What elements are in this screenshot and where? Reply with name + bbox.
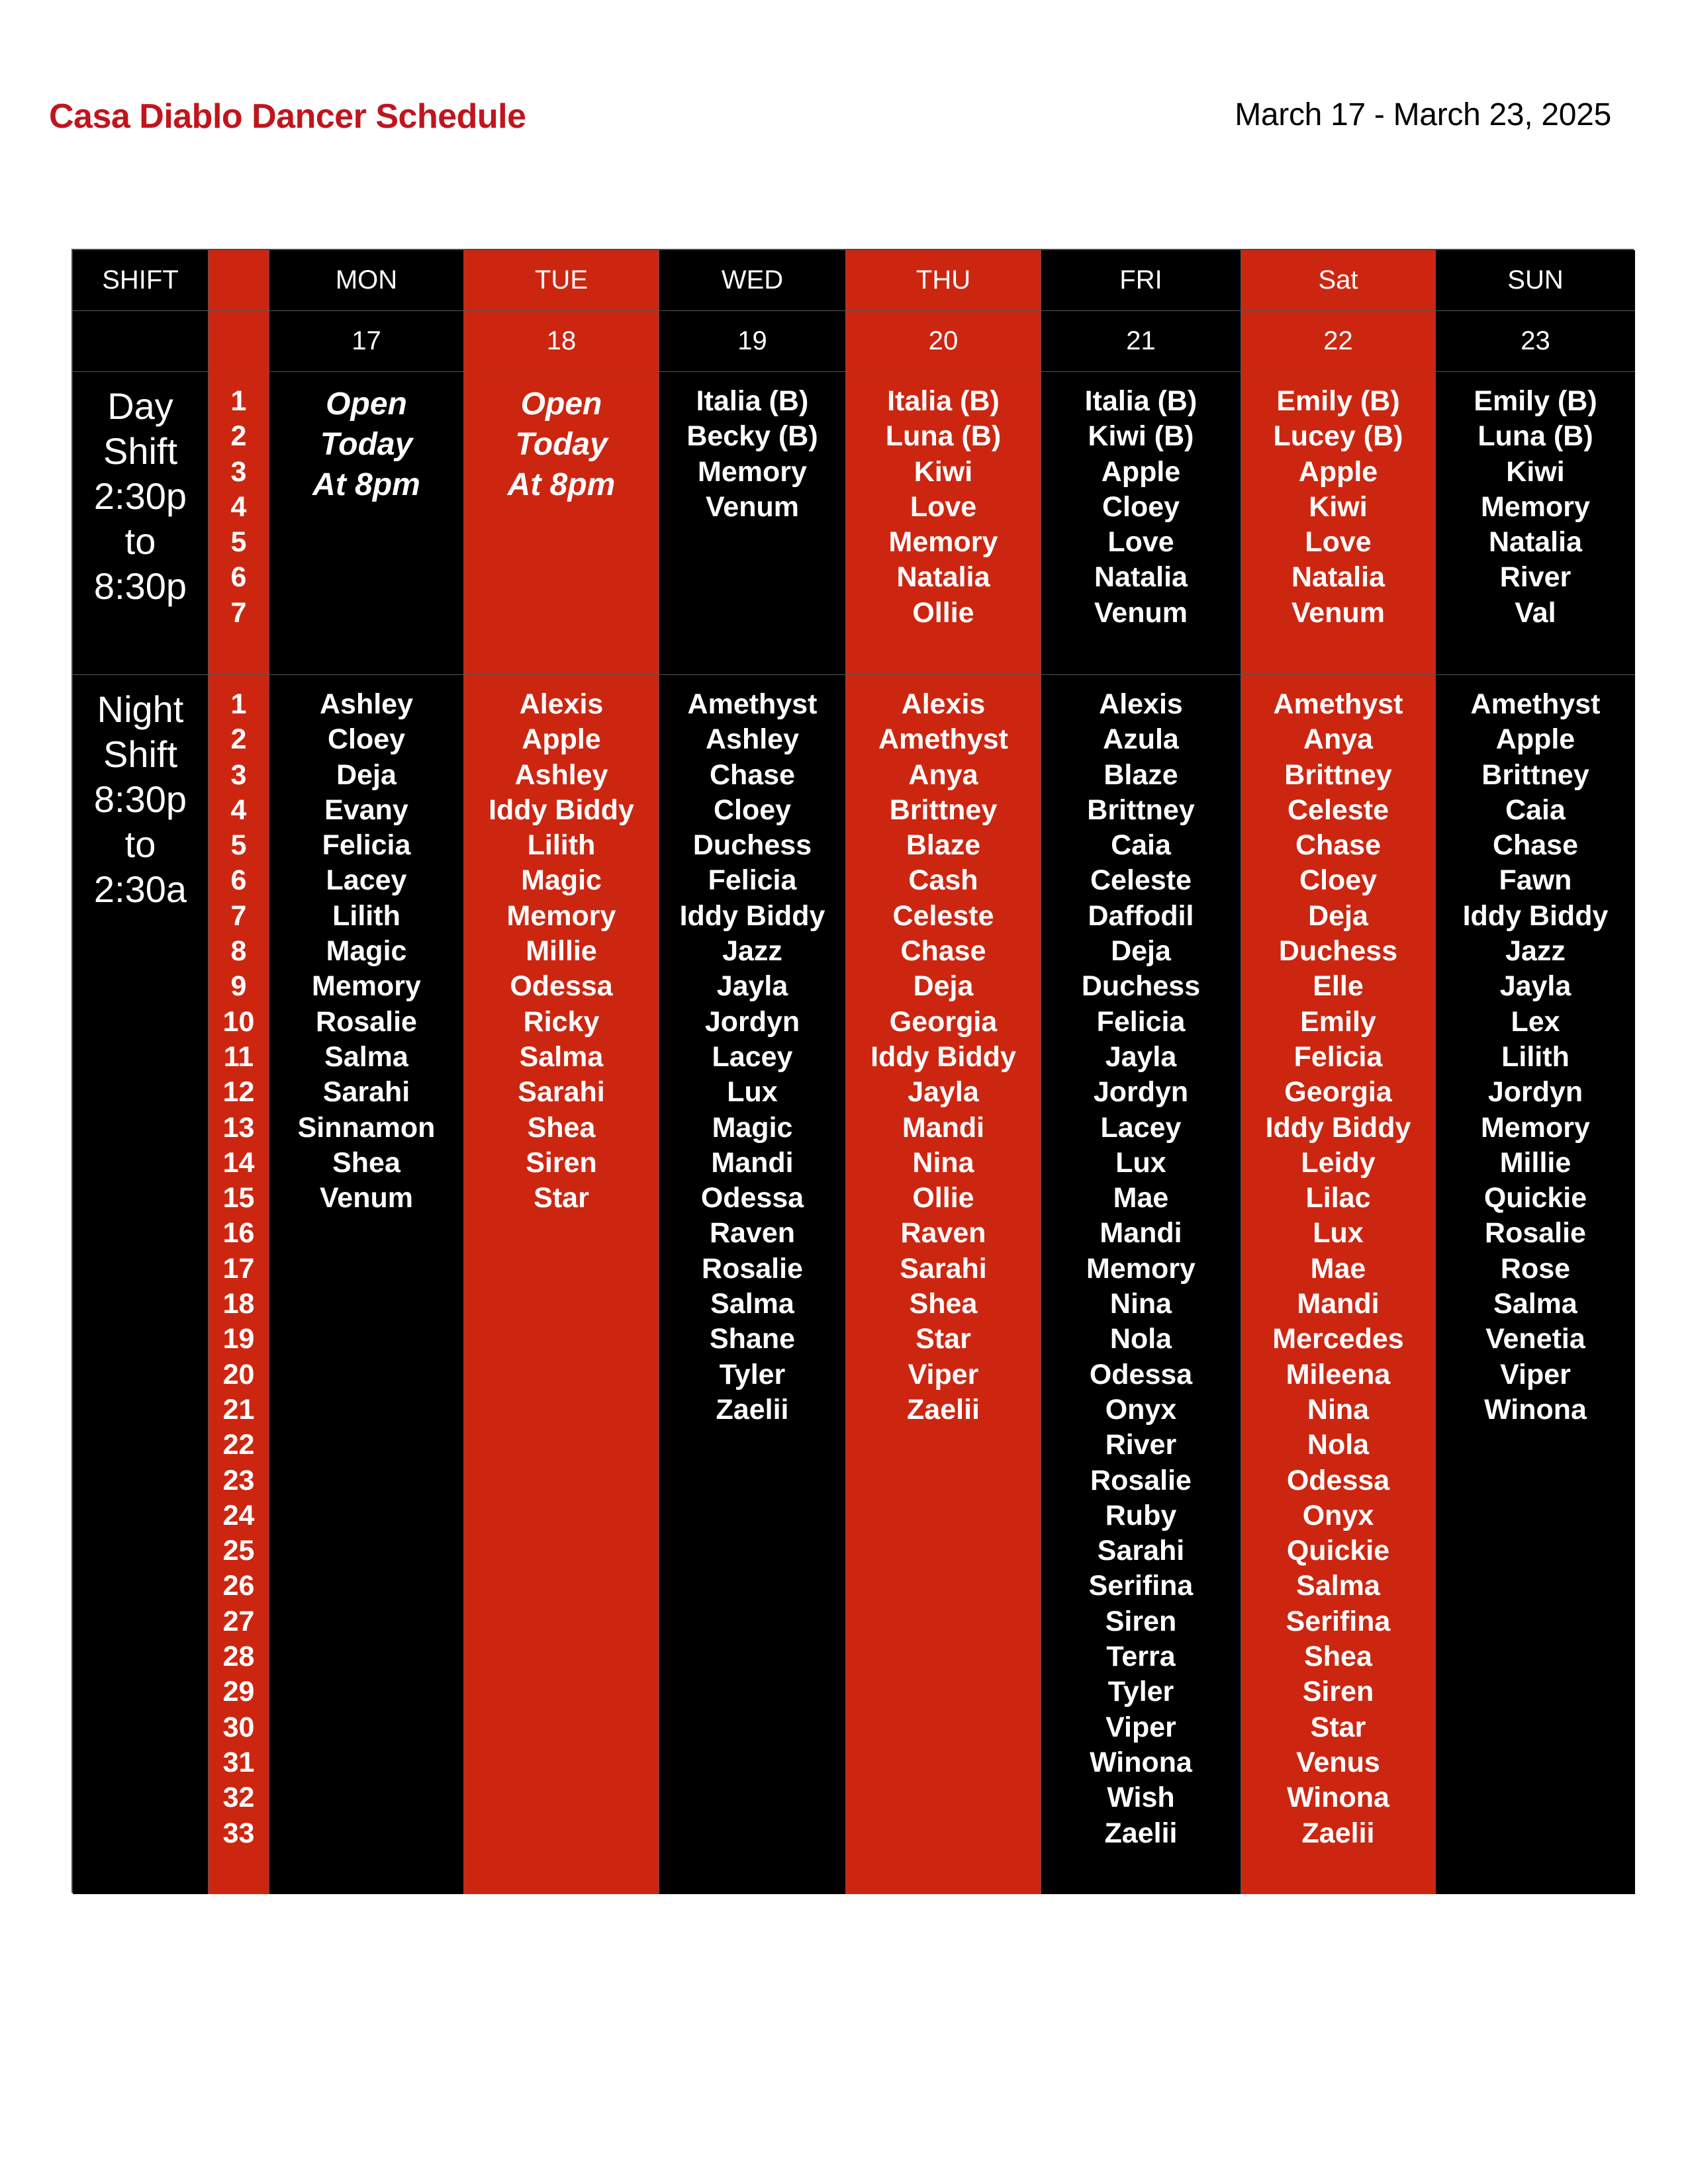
day-name-header: TUE	[464, 250, 659, 311]
dancer-name: Amethyst	[878, 723, 1008, 756]
dancer-name: Emily (B)	[1474, 385, 1597, 417]
slot-number: 17	[222, 1252, 255, 1285]
day-name-header: THU	[846, 250, 1041, 311]
slot-number: 30	[222, 1711, 255, 1743]
dancer-name: Lacey	[326, 864, 407, 897]
slot-number: 24	[222, 1499, 255, 1531]
dancer-name: Lilith	[1501, 1040, 1570, 1073]
shift-label-line: 8:30p	[93, 778, 187, 820]
schedule-table	[71, 249, 1634, 1893]
dancer-name: Mileena	[1286, 1358, 1391, 1390]
shift-header: SHIFT	[73, 250, 209, 311]
slot-numbers	[209, 372, 269, 675]
dancer-name: Zaelii	[1104, 1817, 1178, 1849]
dancer-name: Apple	[1495, 723, 1575, 756]
dancer-name: Brittney	[1284, 758, 1392, 791]
dancer-name: Rose	[1500, 1252, 1571, 1285]
slot-number: 14	[222, 1146, 255, 1179]
dancer-name: Cloey	[1299, 864, 1378, 897]
slot-number: 25	[222, 1535, 255, 1567]
dancer-name: Lux	[727, 1076, 778, 1109]
slot-number: 31	[222, 1746, 255, 1778]
dancer-name: Lux	[1313, 1217, 1364, 1250]
dancer-name: Leidy	[1301, 1146, 1376, 1179]
slot-number: 6	[230, 864, 247, 897]
dancer-name: Iddy Biddy	[870, 1040, 1016, 1073]
dancer-name: Tyler	[719, 1358, 786, 1390]
dancer-name: Blaze	[1103, 758, 1178, 791]
shift-label-line: 2:30a	[93, 868, 187, 910]
closed-note-line: Today	[515, 427, 608, 462]
dancer-name: Shane	[709, 1323, 796, 1355]
dancer-name: Georgia	[1284, 1076, 1392, 1109]
day-name-header: WED	[659, 250, 846, 311]
dancer-name: Rosalie	[316, 1005, 417, 1038]
dancer-name: Memory	[1481, 490, 1590, 523]
day-date-header: 22	[1241, 311, 1436, 372]
slot-number: 7	[230, 596, 247, 629]
dancer-name: Ricky	[523, 1005, 600, 1038]
slot-number: 20	[222, 1358, 255, 1390]
slot-number: 2	[230, 723, 247, 756]
dancer-name: Ollie	[912, 1182, 974, 1214]
dancer-name: Shea	[332, 1146, 400, 1179]
slot-number: 1	[230, 688, 247, 720]
dancer-name: Rosalie	[1090, 1464, 1192, 1496]
dancer-name: Venum	[1291, 596, 1385, 629]
dancer-name: Lucey (B)	[1273, 420, 1403, 453]
dancer-name: Shea	[909, 1288, 978, 1320]
dancer-name: Jordyn	[704, 1005, 800, 1038]
dancer-name: Chase	[709, 758, 796, 791]
dancer-name: Winona	[1090, 1746, 1192, 1778]
dancer-name: Jayla	[1105, 1040, 1177, 1073]
dancer-name: Memory	[506, 899, 616, 932]
dancer-name: Luna (B)	[1477, 420, 1593, 453]
dancer-name: Jazz	[1505, 935, 1566, 968]
dancer-name: Memory	[1481, 1111, 1590, 1144]
dancer-name: Celeste	[892, 899, 994, 932]
slot-number: 13	[222, 1111, 255, 1144]
dancer-name: Siren	[1105, 1605, 1177, 1637]
dancer-name: Iddy Biddy	[679, 899, 825, 932]
dancer-name: Serifina	[1286, 1605, 1391, 1637]
dancer-list	[1241, 675, 1436, 1894]
dancer-name: Elle	[1313, 970, 1364, 1003]
dancer-name: Natalia	[1488, 526, 1582, 559]
slot-number: 33	[222, 1817, 255, 1849]
dancer-name: Chase	[1295, 829, 1382, 862]
dancer-name: Kiwi	[1506, 455, 1565, 488]
closed-note-line: At 8pm	[312, 467, 420, 502]
dancer-name: Ruby	[1105, 1499, 1177, 1531]
slot-number: 22	[222, 1429, 255, 1461]
dancer-name: Kiwi (B)	[1088, 420, 1194, 453]
dancer-name: Zaelii	[1301, 1817, 1375, 1849]
dancer-name: Rosalie	[702, 1252, 803, 1285]
slot-number: 28	[222, 1641, 255, 1673]
dancer-name: Natalia	[896, 561, 990, 594]
dancer-name: Amethyst	[1470, 688, 1601, 720]
dancer-list	[846, 675, 1041, 1894]
dancer-name: Anya	[908, 758, 978, 791]
dancer-name: Apple	[522, 723, 601, 756]
dancer-name: Star	[1310, 1711, 1366, 1743]
dancer-name: Winona	[1287, 1782, 1389, 1814]
dancer-name: Love	[910, 490, 977, 523]
dancer-name: Natalia	[1094, 561, 1188, 594]
dancer-list	[1436, 372, 1635, 675]
dancer-name: River	[1499, 561, 1571, 594]
closed-note	[464, 372, 659, 675]
dancer-name: Quickie	[1286, 1535, 1390, 1567]
day-date-header: 18	[464, 311, 659, 372]
dancer-name: Venum	[320, 1182, 413, 1214]
dancer-name: Nola	[1109, 1323, 1172, 1355]
slot-numbers	[209, 675, 269, 1894]
dancer-name: Wish	[1107, 1782, 1175, 1814]
date-row-label	[73, 311, 209, 372]
slot-number: 26	[222, 1570, 255, 1602]
closed-note-line: At 8pm	[507, 467, 616, 502]
shift-label-line: 8:30p	[93, 565, 187, 607]
dancer-name: Apple	[1298, 455, 1378, 488]
dancer-list	[269, 675, 464, 1894]
dancer-name: Nola	[1307, 1429, 1370, 1461]
dancer-list	[1436, 675, 1635, 1894]
shift-label	[73, 372, 209, 675]
dancer-name: Iddy Biddy	[1265, 1111, 1411, 1144]
day-date-header: 17	[269, 311, 464, 372]
slot-number: 3	[230, 455, 247, 488]
dancer-name: Venus	[1296, 1746, 1380, 1778]
dancer-name: Italia (B)	[887, 385, 1000, 417]
dancer-name: Venum	[1094, 596, 1188, 629]
dancer-name: Jazz	[722, 935, 782, 968]
dancer-name: Odessa	[1089, 1358, 1193, 1390]
dancer-list	[1041, 675, 1241, 1894]
dancer-name: Odessa	[510, 970, 613, 1003]
closed-note-line: Open	[326, 387, 407, 422]
dancer-name: Viper	[1105, 1711, 1176, 1743]
dancer-name: Georgia	[889, 1005, 998, 1038]
slot-number: 29	[222, 1676, 255, 1708]
dancer-name: Lex	[1511, 1005, 1560, 1038]
dancer-name: Daffodil	[1088, 899, 1194, 932]
dancer-name: Mandi	[711, 1146, 794, 1179]
dancer-name: Emily	[1300, 1005, 1376, 1038]
shift-label	[73, 675, 209, 1894]
dancer-name: Sarahi	[1097, 1535, 1185, 1567]
day-date-header: 21	[1041, 311, 1241, 372]
slot-number: 19	[222, 1323, 255, 1355]
dancer-name: River	[1105, 1429, 1177, 1461]
dancer-name: Cloey	[713, 794, 792, 826]
dancer-name: Apple	[1101, 455, 1181, 488]
dancer-name: Venetia	[1485, 1323, 1585, 1355]
dancer-name: Iddy Biddy	[1462, 899, 1609, 932]
dancer-name: Italia (B)	[696, 385, 809, 417]
dancer-name: Magic	[326, 935, 407, 968]
dancer-name: Jayla	[1499, 970, 1571, 1003]
slot-number: 21	[222, 1393, 255, 1426]
dancer-name: Kiwi	[1309, 490, 1368, 523]
dancer-name: Natalia	[1291, 561, 1385, 594]
slot-number: 1	[230, 385, 247, 417]
date-range: March 17 - March 23, 2025	[1235, 97, 1611, 132]
dancer-name: Millie	[526, 935, 597, 968]
dancer-name: Lux	[1115, 1146, 1166, 1179]
dancer-name: Odessa	[1286, 1464, 1390, 1496]
slot-number: 18	[222, 1288, 255, 1320]
dancer-name: Salma	[1296, 1570, 1380, 1602]
dancer-name: Sarahi	[900, 1252, 987, 1285]
dancer-name: Serifina	[1088, 1570, 1194, 1602]
dancer-name: Ashley	[705, 723, 799, 756]
dancer-name: Lacey	[1100, 1111, 1182, 1144]
slot-number: 9	[230, 970, 247, 1003]
dancer-name: Cloey	[327, 723, 406, 756]
dancer-name: Ashley	[319, 688, 413, 720]
dancer-name: Anya	[1303, 723, 1374, 756]
slot-number: 7	[230, 899, 247, 932]
dancer-name: Onyx	[1105, 1393, 1177, 1426]
dancer-name: Deja	[1111, 935, 1171, 968]
dancer-name: Becky (B)	[686, 420, 818, 453]
slot-number: 11	[223, 1040, 254, 1073]
dancer-name: Ashley	[514, 758, 608, 791]
dancer-name: Felicia	[1293, 1040, 1383, 1073]
dancer-name: Brittney	[1481, 758, 1589, 791]
dancer-name: Deja	[913, 970, 974, 1003]
dancer-name: Cloey	[1102, 490, 1180, 523]
dancer-name: Millie	[1499, 1146, 1571, 1179]
day-name-header: FRI	[1041, 250, 1241, 311]
dancer-name: Odessa	[700, 1182, 804, 1214]
dancer-name: Zaelii	[716, 1393, 789, 1426]
dancer-name: Memory	[888, 526, 998, 559]
dancer-name: Alexis	[901, 688, 986, 720]
shift-label-line: Shift	[103, 430, 178, 472]
dancer-name: Terra	[1106, 1641, 1176, 1673]
dancer-name: Emily (B)	[1276, 385, 1400, 417]
dancer-name: Brittney	[1087, 794, 1195, 826]
dancer-list	[659, 675, 846, 1894]
dancer-name: Sarahi	[322, 1076, 410, 1109]
dancer-name: Shea	[527, 1111, 596, 1144]
dancer-name: Raven	[900, 1217, 986, 1250]
shift-label-line: Night	[97, 688, 184, 730]
shift-label-line: to	[124, 823, 156, 865]
slot-number: 6	[230, 561, 247, 594]
dancer-name: Azula	[1103, 723, 1179, 756]
dancer-list	[464, 675, 659, 1894]
dancer-name: Amethyst	[687, 688, 818, 720]
day-date-header: 20	[846, 311, 1041, 372]
dancer-name: Lilith	[332, 899, 400, 932]
slot-number: 23	[222, 1464, 255, 1496]
dancer-name: Iddy Biddy	[489, 794, 634, 826]
dancer-name: Chase	[1492, 829, 1579, 862]
dancer-name: Rosalie	[1485, 1217, 1586, 1250]
dancer-name: Raven	[709, 1217, 796, 1250]
dancer-name: Luna (B)	[885, 420, 1002, 453]
number-header	[209, 250, 269, 311]
day-name-header: SUN	[1436, 250, 1635, 311]
dancer-name: Shea	[1304, 1641, 1372, 1673]
dancer-name: Memory	[1086, 1252, 1196, 1285]
dancer-name: Mandi	[902, 1111, 985, 1144]
slot-number: 10	[222, 1005, 255, 1038]
dancer-name: Deja	[1308, 899, 1368, 932]
dancer-name: Kiwi	[914, 455, 973, 488]
dancer-name: Salma	[1493, 1288, 1577, 1320]
day-date-header: 23	[1436, 311, 1635, 372]
day-name-header: MON	[269, 250, 464, 311]
dancer-name: Felicia	[708, 864, 797, 897]
shift-label-line: to	[124, 520, 156, 562]
dancer-list	[846, 372, 1041, 675]
dancer-name: Magic	[712, 1111, 793, 1144]
dancer-name: Memory	[698, 455, 807, 488]
dancer-name: Blaze	[906, 829, 981, 862]
dancer-name: Siren	[526, 1146, 597, 1179]
dancer-name: Jayla	[716, 970, 788, 1003]
dancer-name: Deja	[336, 758, 397, 791]
day-name-header: Sat	[1241, 250, 1436, 311]
dancer-name: Mercedes	[1272, 1323, 1404, 1355]
dancer-name: Nina	[1307, 1393, 1370, 1426]
page-title: Casa Diablo Dancer Schedule	[49, 97, 526, 136]
dancer-name: Alexis	[1099, 688, 1183, 720]
dancer-name: Tyler	[1107, 1676, 1174, 1708]
dancer-name: Italia (B)	[1084, 385, 1197, 417]
slot-number: 3	[230, 758, 247, 791]
dancer-name: Memory	[312, 970, 421, 1003]
closed-note-line: Today	[320, 427, 413, 462]
dancer-name: Felicia	[1096, 1005, 1186, 1038]
dancer-name: Nina	[912, 1146, 974, 1179]
shift-label-line: Shift	[103, 733, 178, 775]
dancer-name: Venum	[706, 490, 799, 523]
date-row-number	[209, 311, 269, 372]
closed-note	[269, 372, 464, 675]
dancer-name: Fawn	[1499, 864, 1572, 897]
slot-number: 5	[230, 526, 247, 559]
dancer-name: Mandi	[1297, 1288, 1380, 1320]
shift-label-line: 2:30p	[93, 475, 187, 517]
dancer-name: Caia	[1111, 829, 1171, 862]
dancer-name: Mae	[1310, 1252, 1366, 1285]
dancer-name: Love	[1305, 526, 1372, 559]
dancer-name: Salma	[710, 1288, 794, 1320]
dancer-name: Quickie	[1483, 1182, 1587, 1214]
dancer-name: Magic	[521, 864, 602, 897]
slot-number: 8	[230, 935, 247, 968]
dancer-name: Salma	[324, 1040, 408, 1073]
dancer-name: Viper	[1500, 1358, 1571, 1390]
dancer-name: Salma	[519, 1040, 604, 1073]
dancer-name: Lacey	[712, 1040, 793, 1073]
dancer-name: Ollie	[912, 596, 974, 629]
dancer-name: Zaelii	[907, 1393, 980, 1426]
dancer-name: Caia	[1505, 794, 1566, 826]
dancer-name: Duchess	[692, 829, 812, 862]
slot-number: 4	[230, 490, 247, 523]
day-date-header: 19	[659, 311, 846, 372]
dancer-name: Mae	[1113, 1182, 1169, 1214]
dancer-name: Val	[1515, 596, 1556, 629]
dancer-name: Sarahi	[518, 1076, 605, 1109]
dancer-name: Duchess	[1081, 970, 1201, 1003]
dancer-name: Jordyn	[1487, 1076, 1583, 1109]
dancer-name: Chase	[900, 935, 986, 968]
dancer-name: Love	[1107, 526, 1174, 559]
dancer-name: Felicia	[322, 829, 411, 862]
slot-number: 15	[222, 1182, 255, 1214]
dancer-name: Evany	[324, 794, 408, 826]
dancer-name: Star	[534, 1182, 589, 1214]
dancer-name: Jordyn	[1093, 1076, 1189, 1109]
slot-number: 5	[230, 829, 247, 862]
dancer-name: Celeste	[1090, 864, 1192, 897]
slot-number: 16	[222, 1217, 255, 1250]
dancer-name: Lilac	[1305, 1182, 1371, 1214]
slot-number: 27	[222, 1605, 255, 1637]
dancer-name: Alexis	[519, 688, 604, 720]
dancer-name: Jayla	[908, 1076, 979, 1109]
dancer-name: Mandi	[1100, 1217, 1182, 1250]
dancer-name: Viper	[908, 1358, 979, 1390]
dancer-name: Onyx	[1302, 1499, 1374, 1531]
dancer-name: Cash	[908, 864, 978, 897]
slot-number: 2	[230, 420, 247, 453]
slot-number: 4	[230, 794, 247, 826]
dancer-name: Winona	[1484, 1393, 1587, 1426]
dancer-name: Siren	[1302, 1676, 1374, 1708]
dancer-name: Sinnamon	[297, 1111, 436, 1144]
dancer-list	[659, 372, 846, 675]
slot-number: 32	[222, 1782, 255, 1814]
dancer-list	[1041, 372, 1241, 675]
dancer-name: Duchess	[1278, 935, 1398, 968]
dancer-list	[1241, 372, 1436, 675]
dancer-name: Star	[915, 1323, 971, 1355]
slot-number: 12	[222, 1076, 255, 1109]
dancer-name: Brittney	[889, 794, 998, 826]
dancer-name: Celeste	[1288, 794, 1389, 826]
dancer-name: Lilith	[527, 829, 596, 862]
dancer-name: Nina	[1109, 1288, 1172, 1320]
shift-label-line: Day	[107, 385, 173, 427]
dancer-name: Amethyst	[1273, 688, 1403, 720]
closed-note-line: Open	[520, 387, 602, 422]
